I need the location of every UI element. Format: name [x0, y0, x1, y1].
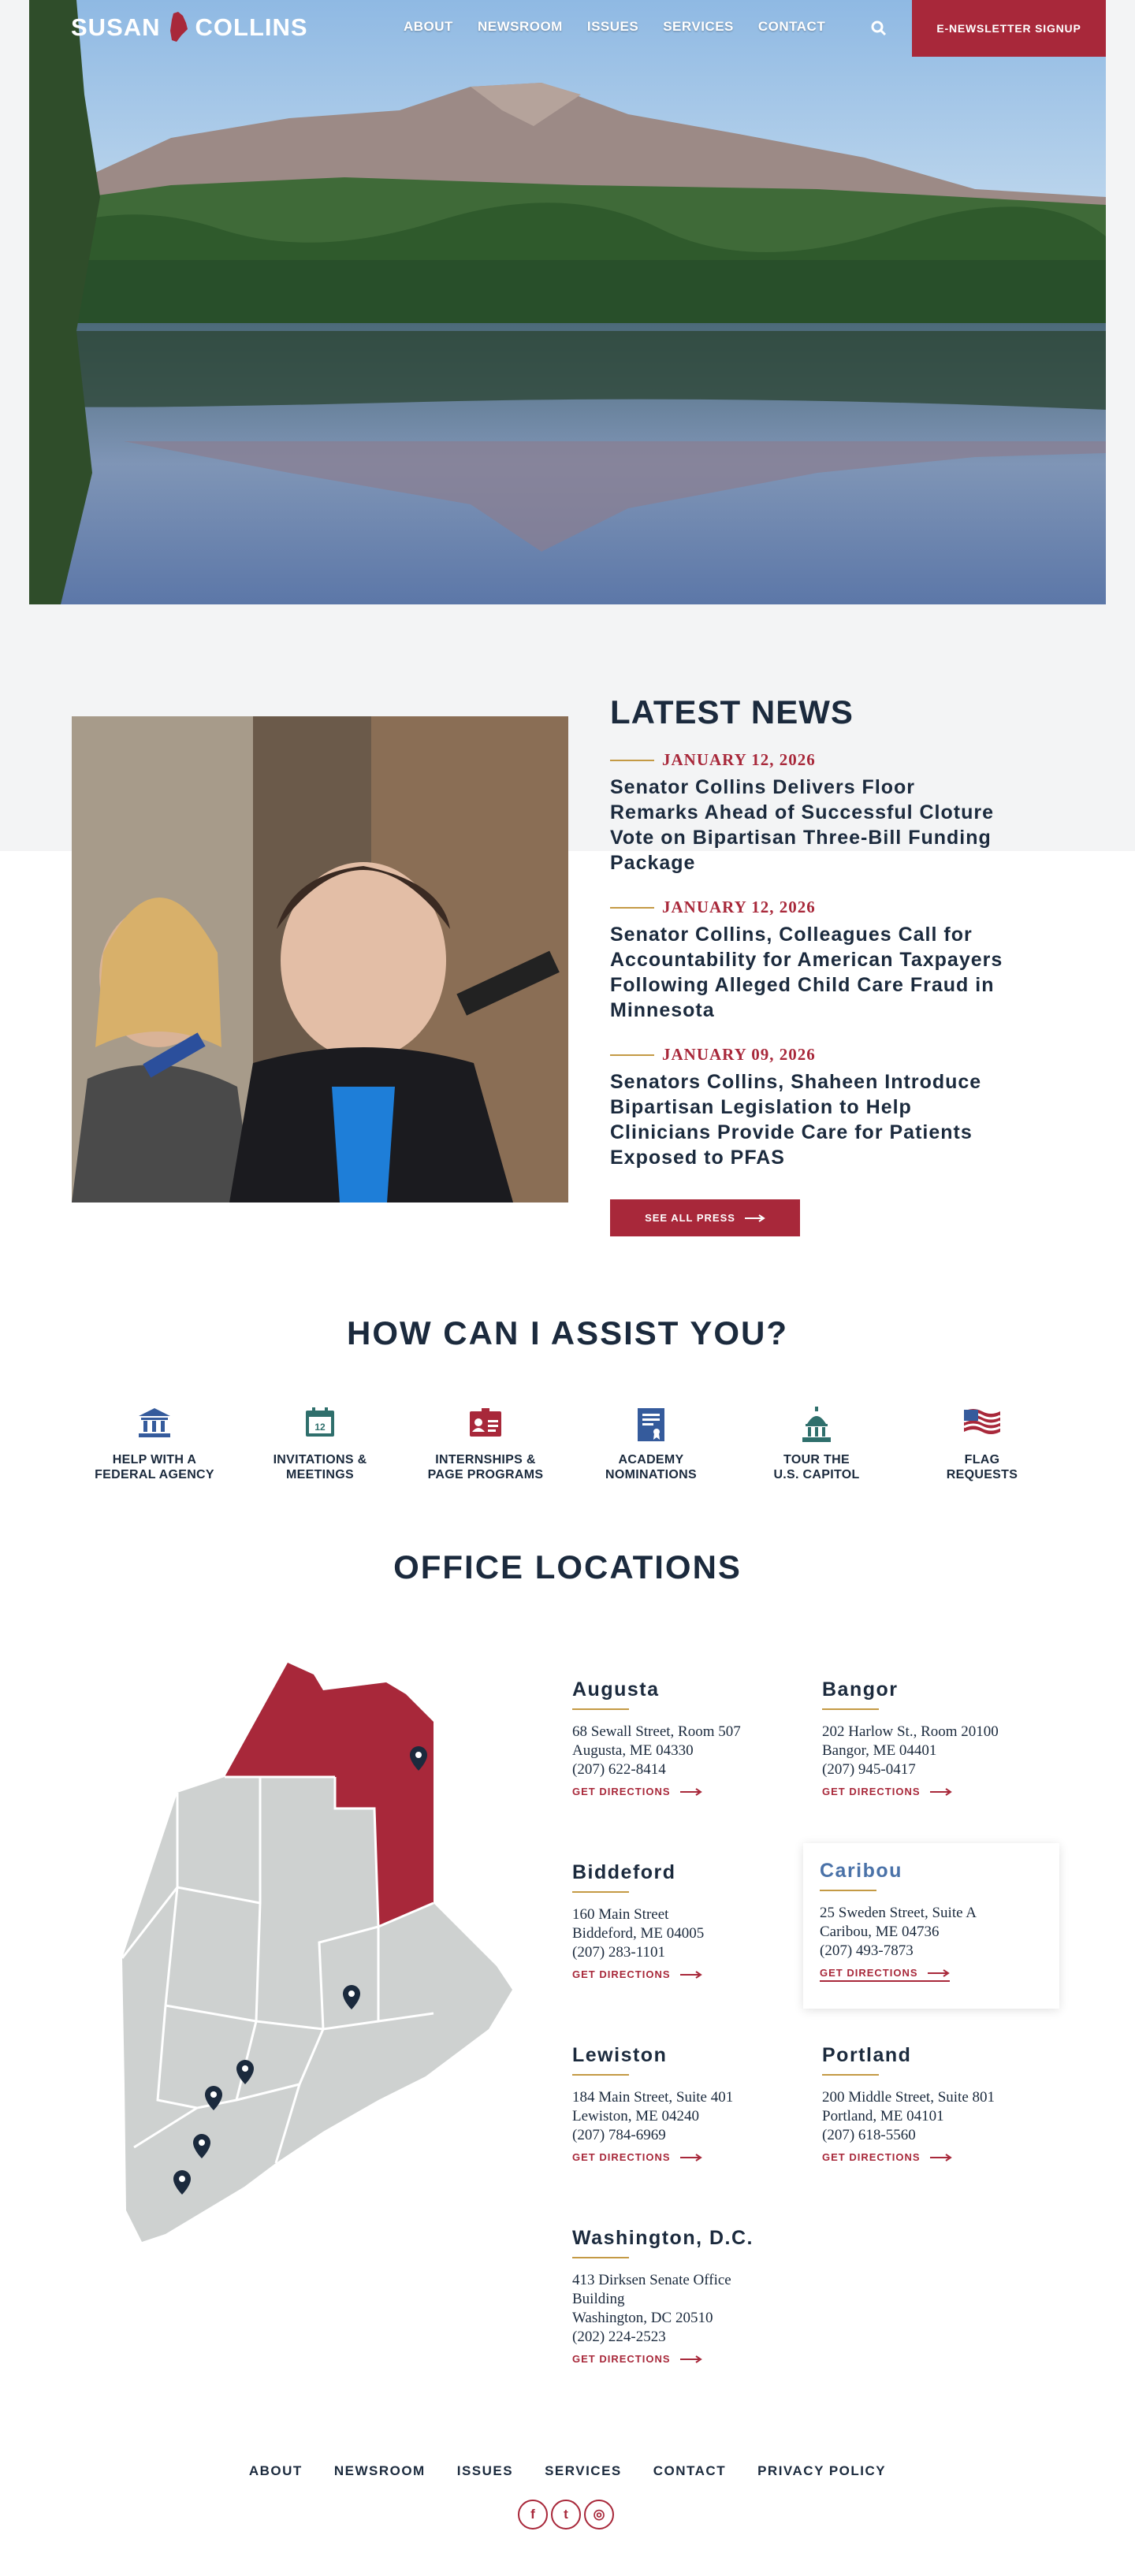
nav-newsroom[interactable]: NEWSROOM — [477, 19, 563, 34]
address-line: Portland, ME 04101 — [822, 2108, 944, 2124]
office-name: Bangor — [822, 1678, 899, 1701]
news-headline[interactable]: Senators Collins, Shaheen Introduce Bipartisan Legislation to Help Clinicians Provide Care for Patients Exposed to PFAS — [610, 1071, 982, 1169]
office-name: Caribou — [820, 1860, 902, 1882]
news-date — [610, 1045, 1004, 1065]
news-feature-photo — [72, 716, 568, 1203]
address-line: 160 Main Street — [572, 1906, 669, 1923]
news-item[interactable] — [610, 898, 1004, 1023]
latest-news-heading: LATEST NEWS — [610, 693, 854, 730]
office-name: Biddeford — [572, 1861, 676, 1883]
assist-heading: HOW CAN I ASSIST YOU? — [346, 1314, 789, 1351]
address-line: Lewiston, ME 04240 — [572, 2108, 699, 2124]
address-line: 413 Dirksen Senate Office — [572, 2272, 731, 2288]
address-line: Bangor, ME 04401 — [822, 1742, 937, 1759]
office-name: Lewiston — [572, 2044, 668, 2066]
office-address — [820, 1904, 1056, 1961]
see-all-press-button[interactable] — [610, 1199, 800, 1236]
date-rule — [610, 907, 654, 909]
phone-number[interactable]: (207) 283-1101 — [572, 1944, 666, 1961]
maine-state-icon — [169, 12, 188, 43]
nav-contact[interactable]: CONTACT — [757, 19, 826, 34]
assist-options — [72, 1407, 1065, 1482]
office-name-rule — [572, 2074, 629, 2076]
news-date-text: JANUARY 12, 2026 — [662, 898, 816, 916]
logo-name-left: SUSAN — [71, 13, 161, 41]
address-line: 200 Middle Street, Suite 801 — [822, 2089, 995, 2106]
office-caribou — [820, 1860, 1056, 1982]
get-directions-link[interactable] — [572, 2353, 809, 2365]
get-directions-link[interactable] — [572, 1968, 809, 1980]
office-lewiston — [572, 2044, 809, 2163]
office-name-rule — [572, 1891, 629, 1893]
news-date-text: JANUARY 09, 2026 — [662, 1045, 816, 1064]
directions-label: GET DIRECTIONS — [820, 1967, 918, 1979]
address-line: Building — [572, 2291, 625, 2307]
capitol-icon — [801, 1407, 832, 1443]
directions-label: GET DIRECTIONS — [822, 2151, 921, 2163]
arrow-right-icon — [680, 2154, 702, 2162]
office-name: Washington, D.C. — [572, 2227, 754, 2249]
arrow-right-icon — [930, 1788, 952, 1796]
assist-label: TOUR THE U.S. CAPITOL — [773, 1453, 860, 1481]
news-headline[interactable]: Senator Collins Delivers Floor Remarks Ahead of Successful Cloture Vote on Bipartisan Three-Bill Funding Package — [610, 776, 994, 874]
footer-issues[interactable]: ISSUES — [456, 2463, 514, 2478]
phone-number[interactable]: (207) 493-7873 — [820, 1942, 914, 1959]
office-address — [572, 2271, 809, 2347]
phone-number[interactable]: (207) 622-8414 — [572, 1761, 666, 1778]
assist-label: FLAG REQUESTS — [946, 1453, 1018, 1481]
get-directions-link[interactable] — [820, 1967, 950, 1982]
address-line: 184 Main Street, Suite 401 — [572, 2089, 734, 2106]
arrow-right-icon — [930, 2154, 952, 2162]
office-biddeford — [572, 1861, 809, 1980]
calendar-icon — [304, 1407, 336, 1438]
flag-icon — [962, 1407, 1002, 1438]
get-directions-link[interactable] — [822, 2151, 1059, 2163]
top-navigation — [0, 0, 1135, 57]
nav-about[interactable]: ABOUT — [404, 19, 453, 34]
news-headline[interactable]: Senator Collins, Colleagues Call for Accountability for American Taxpayers Following Alleged Child Care Fraud in Minnesota — [610, 924, 1003, 1021]
assist-label: INTERNSHIPS & PAGE PROGRAMS — [427, 1453, 544, 1481]
office-name-rule — [822, 1708, 879, 1710]
social-links — [518, 2500, 614, 2530]
get-directions-link[interactable] — [572, 1786, 809, 1797]
news-item[interactable] — [610, 1045, 1004, 1170]
office-portland — [822, 2044, 1059, 2163]
office-address — [822, 1723, 1059, 1779]
office-name: Augusta — [572, 1678, 660, 1701]
address-line: Caribou, ME 04736 — [820, 1924, 940, 1940]
hero-image — [29, 0, 1106, 604]
office-bangor — [822, 1678, 1059, 1797]
office-address — [822, 2088, 1059, 2145]
directions-label: GET DIRECTIONS — [572, 1968, 671, 1980]
arrow-right-icon — [928, 1969, 950, 1977]
footer-contact[interactable]: CONTACT — [653, 2463, 727, 2478]
twitter-icon[interactable]: t — [551, 2500, 581, 2530]
see-all-press-label: SEE ALL PRESS — [645, 1212, 735, 1224]
directions-label: GET DIRECTIONS — [572, 2151, 671, 2163]
assist-federal-agency[interactable] — [72, 1407, 237, 1482]
office-locations-heading: OFFICE LOCATIONS — [393, 1548, 742, 1585]
date-rule — [610, 1054, 654, 1056]
office-name-rule — [822, 2074, 879, 2076]
search-icon[interactable] — [870, 20, 888, 37]
office-name-rule — [572, 2257, 629, 2258]
office-name-rule — [572, 1708, 629, 1710]
office-name: Portland — [822, 2044, 912, 2066]
footer-privacy-policy[interactable]: PRIVACY POLICY — [757, 2463, 887, 2478]
phone-number[interactable]: (207) 784-6969 — [572, 2127, 666, 2143]
assist-label: HELP WITH A FEDERAL AGENCY — [95, 1453, 214, 1481]
maine-office-map — [118, 1659, 520, 2250]
address-line: 68 Sewall Street, Room 507 — [572, 1723, 741, 1740]
office-washington-dc — [572, 2227, 809, 2365]
get-directions-link[interactable] — [572, 2151, 809, 2163]
arrow-right-icon — [680, 1971, 702, 1979]
directions-label: GET DIRECTIONS — [572, 2353, 671, 2365]
address-line: Washington, DC 20510 — [572, 2310, 713, 2326]
news-date — [610, 898, 1004, 917]
address-line: 25 Sweden Street, Suite A — [820, 1905, 977, 1921]
office-address — [572, 2088, 809, 2145]
instagram-icon[interactable]: ◎ — [584, 2500, 614, 2530]
assist-label: ACADEMY NOMINATIONS — [605, 1453, 697, 1481]
get-directions-link[interactable] — [822, 1786, 1059, 1797]
assist-label: INVITATIONS & MEETINGS — [273, 1453, 367, 1481]
phone-number[interactable]: (207) 618-5560 — [822, 2127, 916, 2143]
calendar-day: 12 — [314, 1422, 326, 1433]
arrow-right-icon — [745, 1214, 765, 1222]
phone-number[interactable]: (202) 224-2523 — [572, 2329, 666, 2345]
id-card-icon — [468, 1407, 503, 1438]
news-item[interactable] — [610, 750, 1004, 875]
phone-number[interactable]: (207) 945-0417 — [822, 1761, 916, 1778]
document-icon — [636, 1407, 666, 1443]
nav-issues[interactable]: ISSUES — [586, 19, 639, 34]
arrow-right-icon — [680, 1788, 702, 1796]
assist-flag-requests[interactable] — [899, 1407, 1065, 1482]
footer-navigation — [0, 2463, 1135, 2479]
news-date — [610, 750, 1004, 770]
directions-label: GET DIRECTIONS — [822, 1786, 921, 1797]
news-date-text: JANUARY 12, 2026 — [662, 750, 816, 769]
address-line: Augusta, ME 04330 — [572, 1742, 694, 1759]
newsletter-signup-button[interactable]: E-NEWSLETTER SIGNUP — [912, 0, 1106, 57]
footer-about[interactable]: ABOUT — [248, 2463, 303, 2478]
building-icon — [136, 1407, 173, 1438]
facebook-icon[interactable]: f — [518, 2500, 548, 2530]
logo-name-right: COLLINS — [195, 13, 308, 41]
footer-services[interactable]: SERVICES — [545, 2463, 622, 2478]
assist-academy[interactable] — [568, 1407, 734, 1482]
main-menu — [404, 19, 850, 35]
arrow-right-icon — [680, 2355, 702, 2363]
footer-newsroom[interactable]: NEWSROOM — [333, 2463, 426, 2478]
assist-capitol-tour[interactable] — [734, 1407, 899, 1482]
address-line: 202 Harlow St., Room 20100 — [822, 1723, 999, 1740]
nav-services[interactable]: SERVICES — [663, 19, 734, 34]
office-address — [572, 1905, 809, 1962]
site-logo[interactable] — [71, 11, 308, 44]
office-address — [572, 1723, 809, 1779]
directions-label: GET DIRECTIONS — [572, 1786, 671, 1797]
assist-invitations[interactable] — [237, 1407, 403, 1482]
office-augusta — [572, 1678, 809, 1797]
address-line: Biddeford, ME 04005 — [572, 1925, 705, 1942]
date-rule — [610, 760, 654, 761]
assist-internships[interactable] — [403, 1407, 568, 1482]
office-name-rule — [820, 1890, 876, 1891]
